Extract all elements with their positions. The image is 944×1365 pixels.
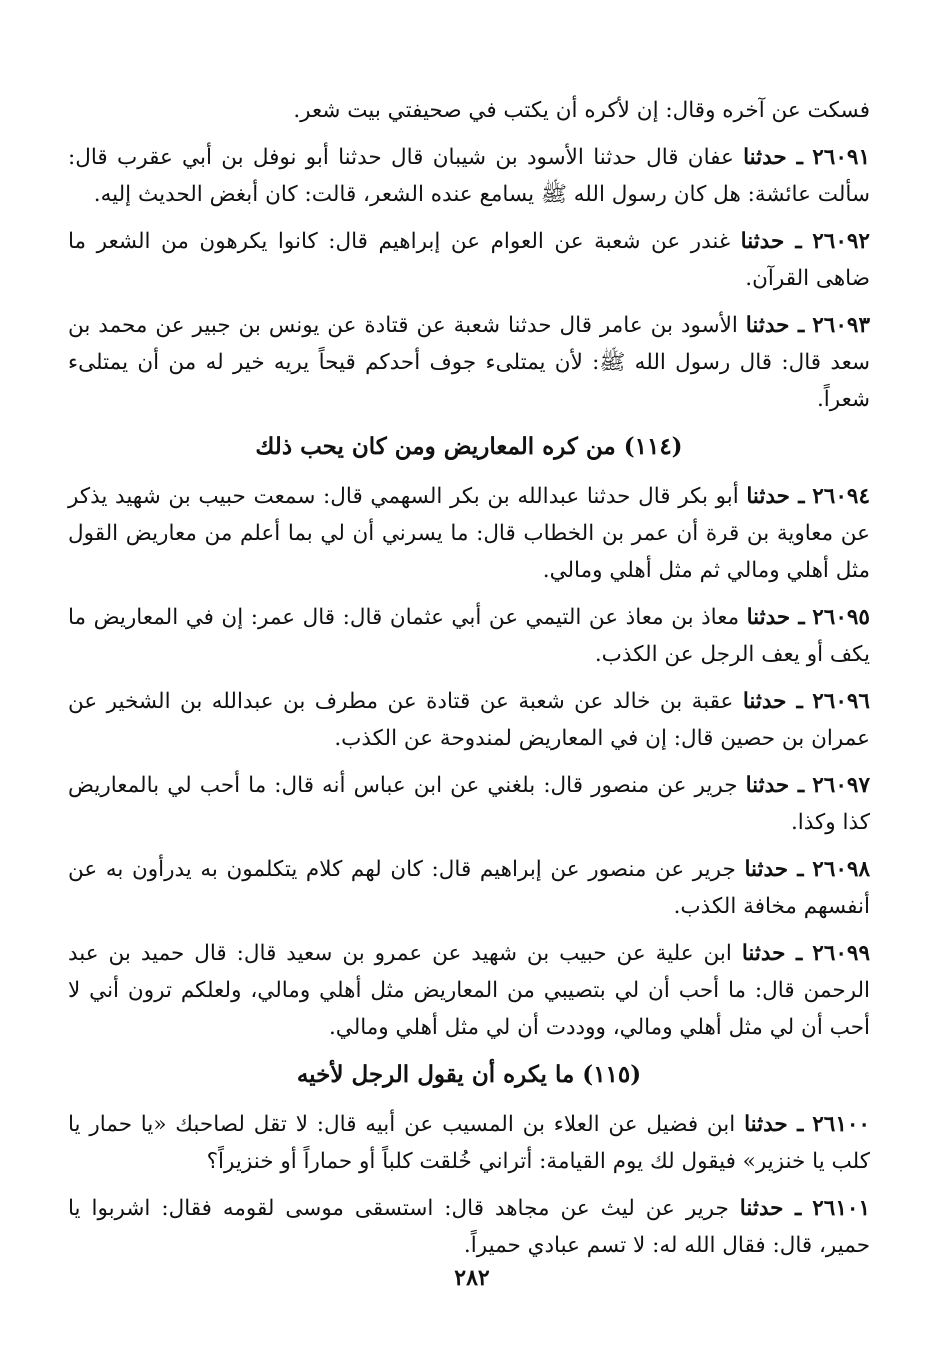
hadith-paragraph	[68, 851, 870, 925]
hadith-text: جرير عن ليث عن مجاهد قال: استسقى موسى لقومه فقال: اشربوا يا حمير، قال: فقال الله له: لا تسم عبادي حميراً.	[68, 1196, 870, 1258]
hadith-text: ابن علية عن حبيب بن شهيد عن عمرو بن سعيد قال: قال حميد بن عبد الرحمن قال: ما أحب أن لي بتصيبي من المعاريض مثل أهلي ومالي، ولعلكم ترون أني لا أحب أن لي مثل أهلي ومالي، ووددت أن لي مثل أهلي ومالي.	[68, 941, 870, 1040]
hadith-number: ٢٦٠٩٩	[812, 941, 871, 966]
hadith-paragraph	[68, 139, 870, 213]
section-heading: (١١٤) من كره المعاريض ومن كان يحب ذلك	[255, 433, 683, 460]
hadith-paragraph	[68, 767, 870, 841]
hadith-number: ٢٦٠٩٦	[812, 689, 870, 714]
hadith-number: ٢٦٠٩٨	[812, 857, 871, 882]
narration-lead: ـ حدثنا	[744, 1112, 804, 1137]
hadith-text: عفان قال حدثنا الأسود بن شيبان قال حدثنا أبو نوفل بن أبي عقرب قال: سألت عائشة: هل كان رسول الله ﷺ يسامع عنده الشعر، قالت: كان أبغض الحديث إليه.	[68, 145, 870, 207]
hadith-number: ٢٦٠٩٣	[812, 313, 870, 338]
hadith-text: فسكت عن آخره وقال: إن لأكره أن يكتب في صحيفتي بيت شعر.	[293, 98, 870, 123]
hadith-text: جرير عن منصور قال: بلغني عن ابن عباس أنه قال: ما أحب لي بالمعاريض كذا وكذا.	[68, 773, 870, 835]
hadith-number: ٢٦٠٩٤	[812, 484, 870, 509]
narration-lead: ـ حدثنا	[745, 773, 805, 798]
section-heading: (١١٥) ما يكره أن يقول الرجل لأخيه	[296, 1061, 642, 1088]
hadith-text: أبو بكر قال حدثنا عبدالله بن بكر السهمي قال: سمعت حبيب بن شهيد يذكر عن معاوية بن قرة أن عمر بن الخطاب قال: ما يسرني أن لي بما أعلم من معاريض القول مثل أهلي ومالي ثم مثل أهلي ومالي.	[68, 484, 870, 583]
hadith-text: معاذ بن معاذ عن التيمي عن أبي عثمان قال: قال عمر: إن في المعاريض ما يكف أو يعف الرجل عن الكذب.	[68, 605, 870, 667]
hadith-paragraph	[68, 223, 870, 297]
narration-lead: ـ حدثنا	[744, 857, 804, 882]
hadith-paragraph	[68, 935, 870, 1046]
page-number: ٢٨٢	[454, 1265, 490, 1291]
hadith-paragraph	[68, 92, 870, 129]
hadith-number: ٢٦١٠١	[812, 1196, 870, 1221]
hadith-paragraph	[68, 478, 870, 589]
hadith-text: جرير عن منصور عن إبراهيم قال: كان لهم كلام يتكلمون به يدرأون به عن أنفسهم مخافة الكذب.	[68, 857, 870, 919]
hadith-text: غندر عن شعبة عن العوام عن إبراهيم قال: كانوا يكرهون من الشعر ما ضاهى القرآن.	[68, 229, 870, 291]
hadith-number: ٢٦٠٩٥	[812, 605, 870, 630]
hadith-text: الأسود بن عامر قال حدثنا شعبة عن قتادة عن يونس بن جبير عن محمد بن سعد قال: قال رسول الله ﷺ: لأن يمتلىء جوف أحدكم قيحاً يريه خير له من أن يمتلىء شعراً.	[68, 313, 870, 412]
hadith-paragraph	[68, 307, 870, 418]
hadith-text: ابن فضيل عن العلاء بن المسيب عن أبيه قال: لا تقل لصاحبك «يا حمار يا كلب يا خنزير» فيقول لك يوم القيامة: أتراني خُلقت كلباً أو حماراً أو خنزيراً؟	[68, 1112, 870, 1174]
hadith-paragraph	[68, 1106, 870, 1180]
hadith-text: عقبة بن خالد عن شعبة عن قتادة عن مطرف بن عبدالله بن الشخير عن عمران بن حصين قال: إن في المعاريض لمندوحة عن الكذب.	[68, 689, 870, 751]
narration-lead: ـ حدثنا	[741, 941, 803, 966]
narration-lead: ـ حدثنا	[743, 145, 803, 170]
hadith-number: ٢٦١٠٠	[812, 1112, 870, 1137]
narration-lead: ـ حدثنا	[745, 313, 805, 338]
hadith-paragraph	[68, 1190, 870, 1264]
page-body	[68, 92, 870, 1264]
narration-lead: ـ حدثنا	[746, 605, 805, 630]
narration-lead: ـ حدثنا	[739, 1196, 802, 1221]
hadith-number: ٢٦٠٩٢	[812, 229, 870, 254]
narration-lead: ـ حدثنا	[746, 484, 805, 509]
hadith-number: ٢٦٠٩٧	[812, 773, 870, 798]
narration-lead: ـ حدثنا	[740, 229, 802, 254]
hadith-paragraph	[68, 599, 870, 673]
hadith-paragraph	[68, 683, 870, 757]
narration-lead: ـ حدثنا	[742, 689, 803, 714]
hadith-number: ٢٦٠٩١	[812, 145, 870, 170]
